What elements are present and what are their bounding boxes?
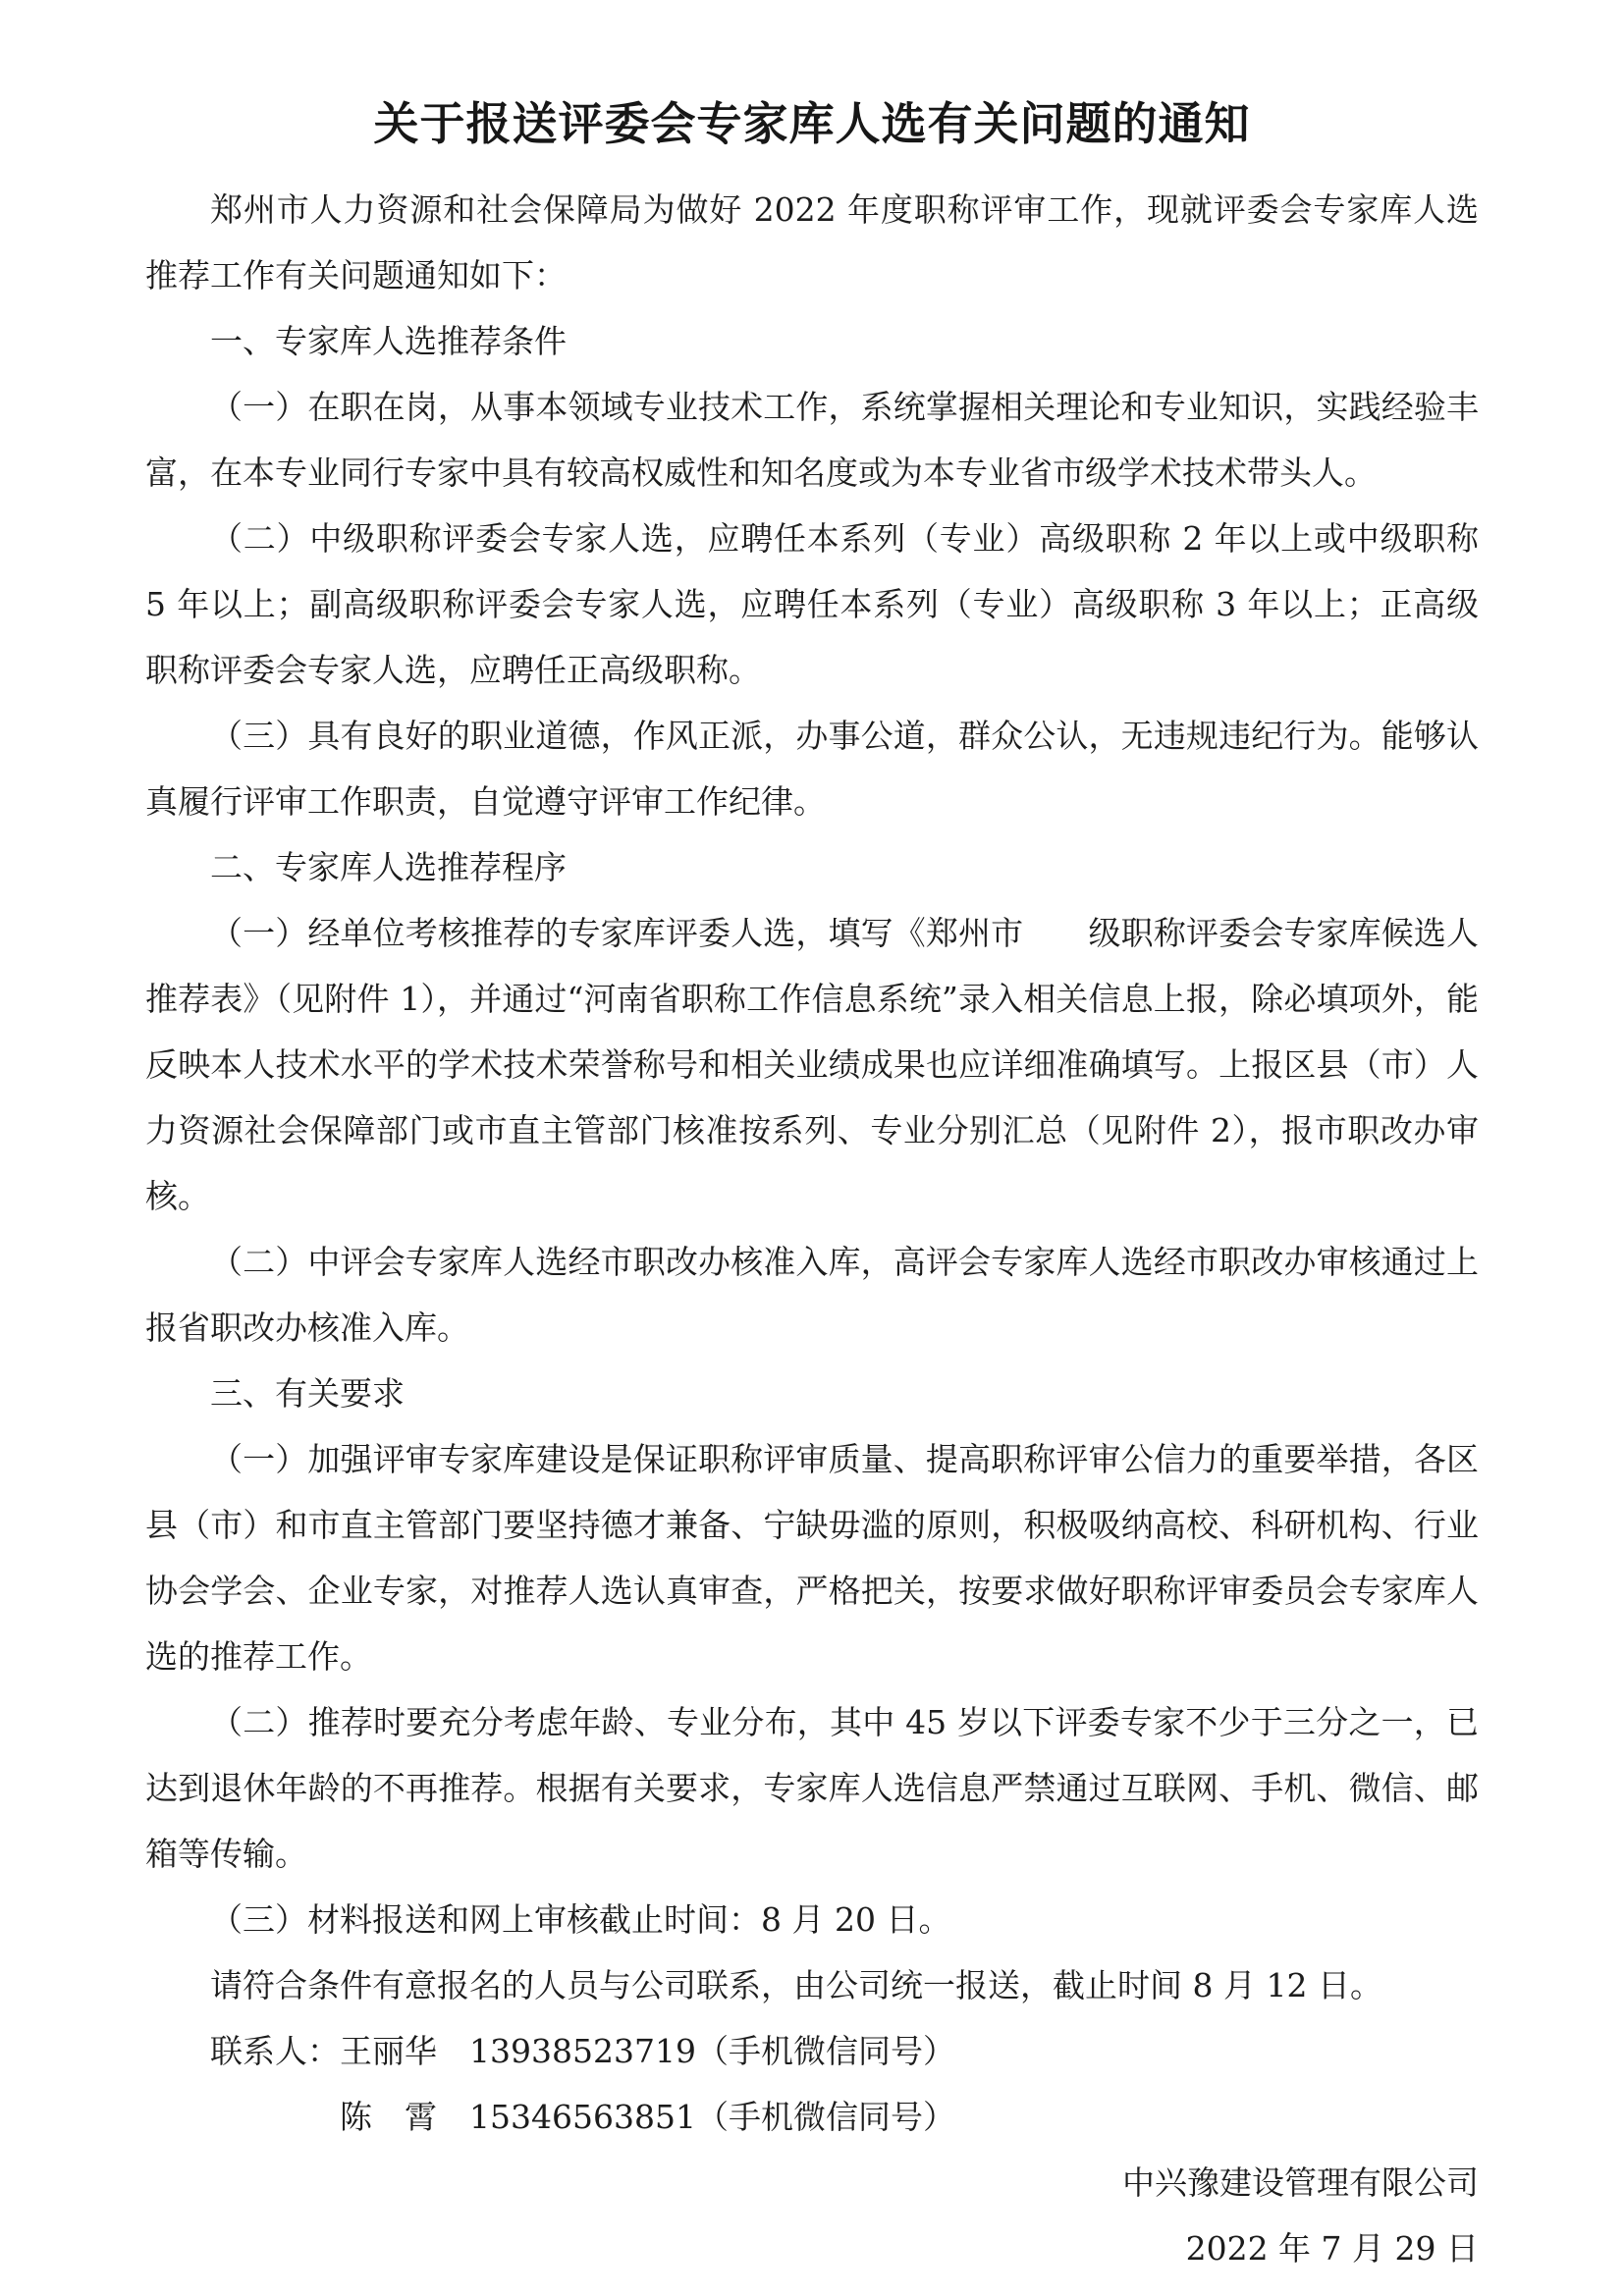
signature-company: 中兴豫建设管理有限公司: [1122, 2163, 1479, 2202]
signature-date: 2022 年 7 月 29 日: [1185, 2229, 1479, 2268]
section-heading-1: 一、专家库人选推荐条件: [210, 322, 567, 360]
section-heading-2: 二、专家库人选推荐程序: [210, 848, 567, 886]
section-heading-3: 三、有关要求: [210, 1374, 405, 1413]
contact-line-wanglihua: 联系人：王丽华 13938523719（手机微信同号）: [210, 2032, 955, 2070]
paragraph-3-2: （二）推荐时要充分考虑年龄、专业分布，其中 45 岁以下评委专家不少于三分之一，已达到退休年龄的不再推荐。根据有关要求，专家库人选信息严禁通过互联网、手机、微信、邮箱等传输。: [145, 1703, 1479, 1873]
paragraph-1-2: （二）中级职称评委会专家人选，应聘任本系列（专业）高级职称 2 年以上或中级职称 5 年以上；副高级职称评委会专家人选，应聘任本系列（专业）高级职称 3 年以上；正高级职称评委会专家人选，应聘任正高级职称。: [145, 519, 1479, 689]
paragraph-1-3: （三）具有良好的职业道德，作风正派，办事公道，群众公认，无违规违纪行为。能够认真履行评审工作职责，自觉遵守评审工作纪律。: [145, 717, 1479, 821]
paragraph-2-2: （二）中评会专家库人选经市职改办核准入库，高评会专家库人选经市职改办审核通过上报省职改办核准入库。: [145, 1243, 1479, 1347]
paragraph-3-1: （一）加强评审专家库建设是保证职称评审质量、提高职称评审公信力的重要举措，各区县（市）和市直主管部门要坚持德才兼备、宁缺毋滥的原则，积极吸纳高校、科研机构、行业协会学会、企业专家，对推荐人选认真审查，严格把关，按要求做好职称评审委员会专家库人选的推荐工作。: [145, 1440, 1479, 1676]
paragraph-intro: 郑州市人力资源和社会保障局为做好 2022 年度职称评审工作，现就评委会专家库人选推荐工作有关问题通知如下：: [145, 190, 1479, 294]
contact-line-chenxiao: 陈 霄 15346563851（手机微信同号）: [340, 2098, 955, 2136]
paragraph-1-1: （一）在职在岗，从事本领域专业技术工作，系统掌握相关理论和专业知识，实践经验丰富，在本专业同行专家中具有较高权威性和知名度或为本专业省市级学术技术带头人。: [145, 388, 1479, 492]
document-title: 关于报送评委会专家库人选有关问题的通知: [373, 97, 1251, 150]
paragraph-signup-note: 请符合条件有意报名的人员与公司联系，由公司统一报送，截止时间 8 月 12 日。: [210, 1966, 1382, 2004]
paragraph-2-1: （一）经单位考核推荐的专家库评委人选，填写《郑州市 级职称评委会专家库候选人推荐表》（见附件 1），并通过“河南省职称工作信息系统”录入相关信息上报，除必填项外，能反映本人技术水平的学术技术荣誉称号和相关业绩成果也应详细准确填写。上报区县（市）人力资源社会保障部门或市直主管部门核准按系列、专业分别汇总（见附件 2），报市职改办审核。: [145, 914, 1479, 1215]
paragraph-3-3-deadline: （三）材料报送和网上审核截止时间：8 月 20 日。: [210, 1900, 951, 1939]
